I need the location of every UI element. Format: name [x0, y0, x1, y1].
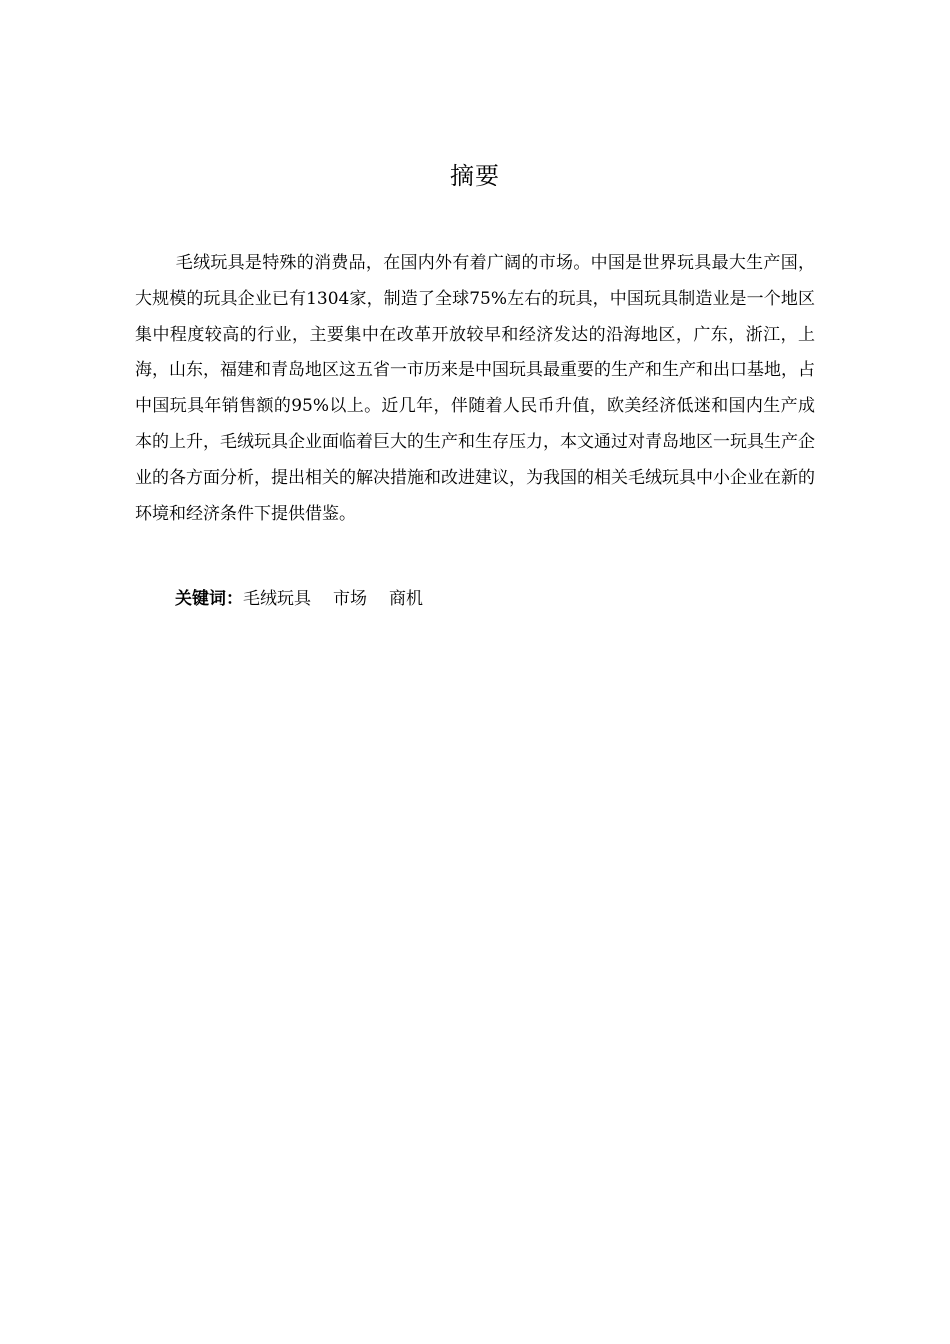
abstract-title: 摘要 [450, 162, 500, 190]
keyword-item: 市场 [333, 589, 367, 609]
keywords-line [175, 583, 815, 615]
keyword-item: 商机 [389, 589, 423, 609]
keywords-label: 关键词： [175, 589, 243, 609]
keyword-item: 毛绒玩具 [243, 589, 311, 609]
abstract-paragraph: 毛绒玩具是特殊的消费品，在国内外有着广阔的市场。中国是世界玩具最大生产国，大规模的玩具企业已有1304家，制造了全球75%左右的玩具，中国玩具制造业是一个地区集中程度较高的行业，主要集中在改革开放较早和经济发达的沿海地区，广东，浙江，上海，山东，福建和青岛地区这五省一市历来是中国玩具最重要的生产和生产和出口基地，占中国玩具年销售额的95%以上。近几年，伴随着人民币升值，欧美经济低迷和国内生产成本的上升，毛绒玩具企业面临着巨大的生产和生存压力，本文通过对青岛地区一玩具生产企业的各方面分析，提出相关的解决措施和改进建议，为我国的相关毛绒玩具中小企业在新的环境和经济条件下提供借鉴。 [135, 253, 815, 524]
